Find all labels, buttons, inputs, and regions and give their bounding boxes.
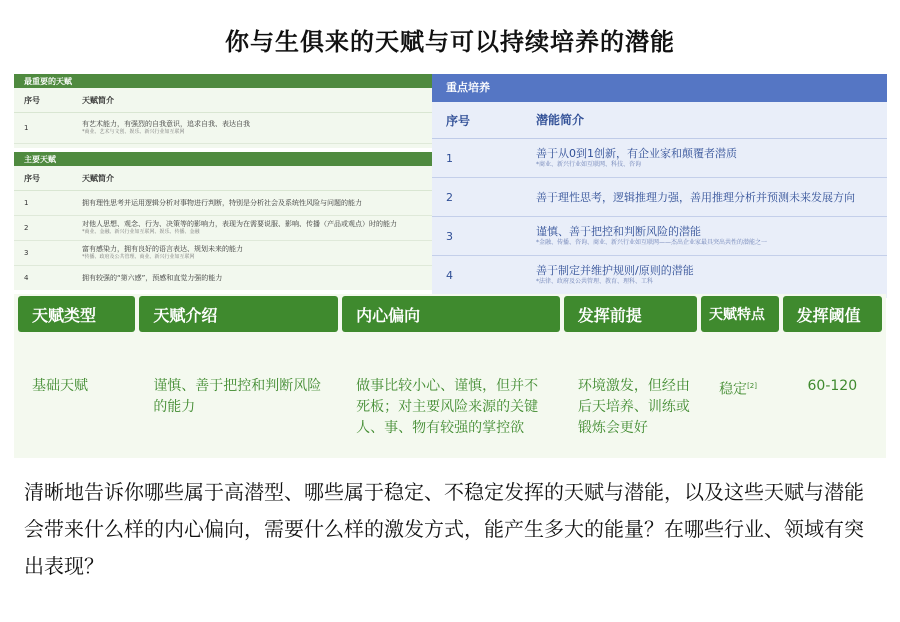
row-index: 3 bbox=[24, 249, 29, 257]
row-main-text: 对他人思想、观念、行为、决策等的影响力，表现为在需要说服、影响、传播（产品或观点）时的能力 bbox=[82, 220, 397, 228]
table-row bbox=[14, 241, 432, 266]
row-sub-text: *金融、传播、咨询、商业、新兴行业如互联网——杰出企业家最具突出共性的潜能之一 bbox=[536, 239, 768, 246]
feature-footnote: [2] bbox=[747, 382, 757, 390]
column-index: 序号 bbox=[446, 113, 471, 128]
row-index: 1 bbox=[446, 151, 453, 165]
cell-inner-tendency: 做事比较小心、谨慎，但并不死板；对主要风险来源的关键人、事、物有较强的掌控欲 bbox=[356, 378, 539, 436]
column-desc: 潜能简介 bbox=[536, 112, 585, 127]
cell-premise: 环境激发，但经由后天培养、训练或锻炼会更好 bbox=[577, 378, 690, 436]
cell-feature bbox=[701, 376, 779, 439]
cell-talent-type: 基础天赋 bbox=[32, 378, 88, 394]
table-row bbox=[432, 178, 887, 217]
description-paragraph: 清晰地告诉你哪些属于高潜型、哪些属于稳定、不稳定发挥的天赋与潜能，以及这些天赋与潜能会带来什么样的内心偏向，需要什么样的激发方式，能产生多大的能量？在哪些行业、领域有突出表现？ bbox=[24, 480, 864, 578]
row-index: 3 bbox=[446, 229, 453, 243]
table-row bbox=[14, 334, 886, 439]
header-talent-intro: 天赋介绍 bbox=[139, 296, 338, 332]
page-title: 你与生俱来的天赋与可以持续培养的潜能 bbox=[225, 28, 675, 56]
row-text: 拥有较强的“第六感”，预感和直觉力强的能力 bbox=[82, 273, 223, 282]
main-talent-columns bbox=[14, 166, 432, 191]
row-index: 1 bbox=[24, 124, 29, 132]
row-index: 2 bbox=[24, 224, 29, 232]
row-index: 4 bbox=[446, 268, 453, 282]
main-talent-header: 主要天赋 bbox=[14, 152, 432, 166]
row-text: 善于理性思考，逻辑推理力强，善用推理分析并预测未来发展方向 bbox=[536, 190, 855, 204]
primary-talent-header: 最重要的天赋 bbox=[14, 74, 432, 88]
table-row bbox=[14, 216, 432, 241]
row-sub-text: *商业、新兴行业如互联网、科技、咨询 bbox=[536, 161, 642, 168]
row-text bbox=[536, 225, 887, 247]
table-row bbox=[14, 113, 432, 144]
row-main-text: 善于从0到1创新，有企业家和颠覆者潜质 bbox=[536, 147, 737, 160]
row-text bbox=[82, 245, 422, 261]
cell-threshold: 60-120 bbox=[807, 378, 858, 394]
main-talent-card bbox=[14, 152, 432, 290]
feature-text: 稳定 bbox=[719, 381, 748, 398]
row-main-text: 有艺术能力，有强烈的自我意识，追求自我、表达自我 bbox=[82, 120, 250, 128]
potential-columns bbox=[432, 102, 887, 139]
row-main-text: 富有感染力，拥有良好的语言表达、规划未来的能力 bbox=[82, 245, 243, 253]
row-text bbox=[82, 220, 422, 236]
row-index: 4 bbox=[24, 274, 29, 282]
row-sub-text: *商业、金融、新兴行业如互联网、娱乐、传播、金融 bbox=[82, 229, 200, 235]
column-index: 序号 bbox=[24, 173, 40, 183]
header-talent-type: 天赋类型 bbox=[18, 296, 135, 332]
row-text bbox=[536, 264, 887, 286]
header-feature: 天赋特点 bbox=[701, 296, 779, 332]
primary-talent-columns bbox=[14, 88, 432, 113]
potential-header: 重点培养 bbox=[432, 74, 887, 102]
row-sub-text: *传播、政府及公共管理、商业、新兴行业如互联网 bbox=[82, 254, 195, 260]
cell-talent-intro: 谨慎、善于把控和判断风险的能力 bbox=[153, 378, 322, 415]
column-desc: 天赋简介 bbox=[82, 95, 114, 105]
row-text: 拥有理性思考并运用逻辑分析对事物进行判断，特别是分析社会及系统性风险与问题的能力 bbox=[82, 198, 362, 207]
row-sub-text: *商业、艺术与文创、娱乐、新兴行业如互联网 bbox=[82, 129, 185, 135]
primary-talent-card bbox=[14, 74, 432, 148]
row-main-text: 善于制定并维护规则/原则的潜能 bbox=[536, 264, 694, 277]
table-row bbox=[432, 139, 887, 178]
potential-card bbox=[432, 74, 887, 298]
talent-detail-table bbox=[14, 294, 886, 458]
row-sub-text: *法律、政府及公共管理、教育、理科、工科 bbox=[536, 278, 654, 285]
table-row bbox=[14, 266, 432, 290]
row-text bbox=[536, 147, 887, 169]
table-row bbox=[14, 191, 432, 216]
column-desc: 天赋简介 bbox=[82, 173, 114, 183]
column-index: 序号 bbox=[24, 95, 40, 105]
header-premise: 发挥前提 bbox=[564, 296, 697, 332]
table-row bbox=[432, 256, 887, 294]
header-inner-tendency: 内心偏向 bbox=[342, 296, 560, 332]
row-index: 2 bbox=[446, 190, 453, 204]
row-text bbox=[82, 120, 422, 136]
row-main-text: 谨慎、善于把控和判断风险的潜能 bbox=[536, 225, 701, 238]
table-row bbox=[432, 217, 887, 256]
table-header-row bbox=[14, 294, 886, 334]
row-index: 1 bbox=[24, 199, 29, 207]
header-threshold: 发挥阈值 bbox=[783, 296, 882, 332]
